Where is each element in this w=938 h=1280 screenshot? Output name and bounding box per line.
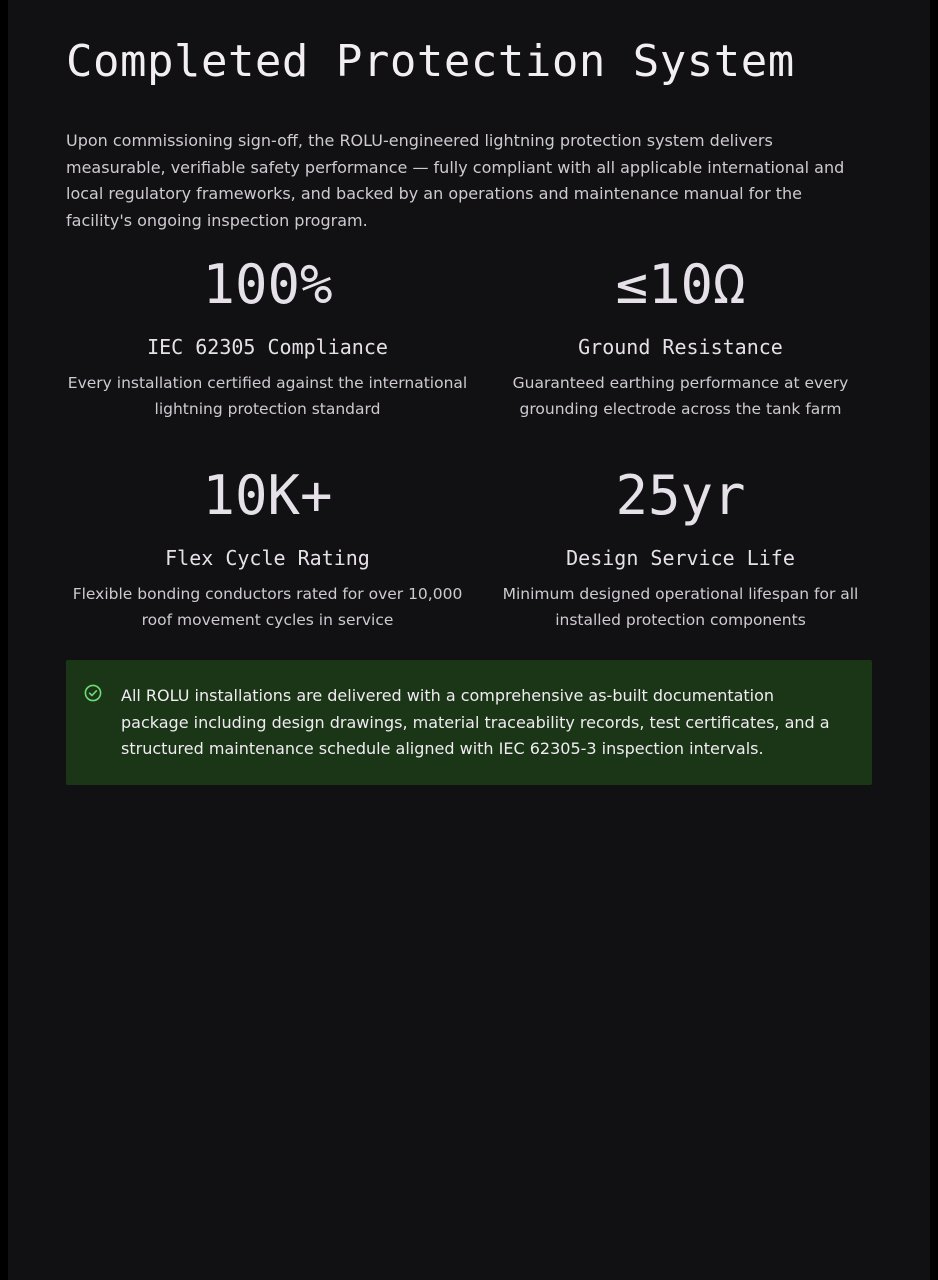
notice-text: All ROLU installations are delivered with a comprehensive as-built documentation package including design drawings, material traceability records, test certificates, and a structured maintenance schedule aligned with IEC 62305-3 inspection intervals. <box>121 686 830 758</box>
stat-description: Guaranteed earthing performance at every grounding electrode across the tank farm <box>512 374 849 418</box>
stat-label: IEC 62305 Compliance <box>147 335 388 359</box>
stat-label: Flex Cycle Rating <box>165 546 370 570</box>
stat-card-compliance <box>66 252 469 422</box>
stat-label: Ground Resistance <box>578 335 783 359</box>
stat-value: 100% <box>202 253 333 316</box>
section-title: Completed Protection System <box>66 36 795 87</box>
stat-card-service-life <box>479 463 882 633</box>
check-circle-icon <box>84 684 102 702</box>
documentation-notice <box>66 660 872 785</box>
stat-value: ≤10Ω <box>615 253 746 316</box>
section-intro: Upon commissioning sign-off, the ROLU-engineered lightning protection system delivers measurable, verifiable safety performance — fully compliant with all applicable international and local regulatory frameworks, and backed by an operations and maintenance manual for the facility's ongoing inspection program. <box>66 131 845 230</box>
stat-description: Flexible bonding conductors rated for over 10,000 roof movement cycles in service <box>72 585 463 629</box>
stat-card-ground-resistance <box>479 252 882 422</box>
stat-card-flex-cycle <box>66 463 469 633</box>
stat-value: 25yr <box>615 464 746 527</box>
stat-value: 10K+ <box>202 464 333 527</box>
stat-description: Every installation certified against the international lightning protection standard <box>67 374 468 418</box>
stat-label: Design Service Life <box>566 546 795 570</box>
page-background <box>8 0 930 1280</box>
stat-description: Minimum designed operational lifespan for all installed protection components <box>502 585 859 629</box>
